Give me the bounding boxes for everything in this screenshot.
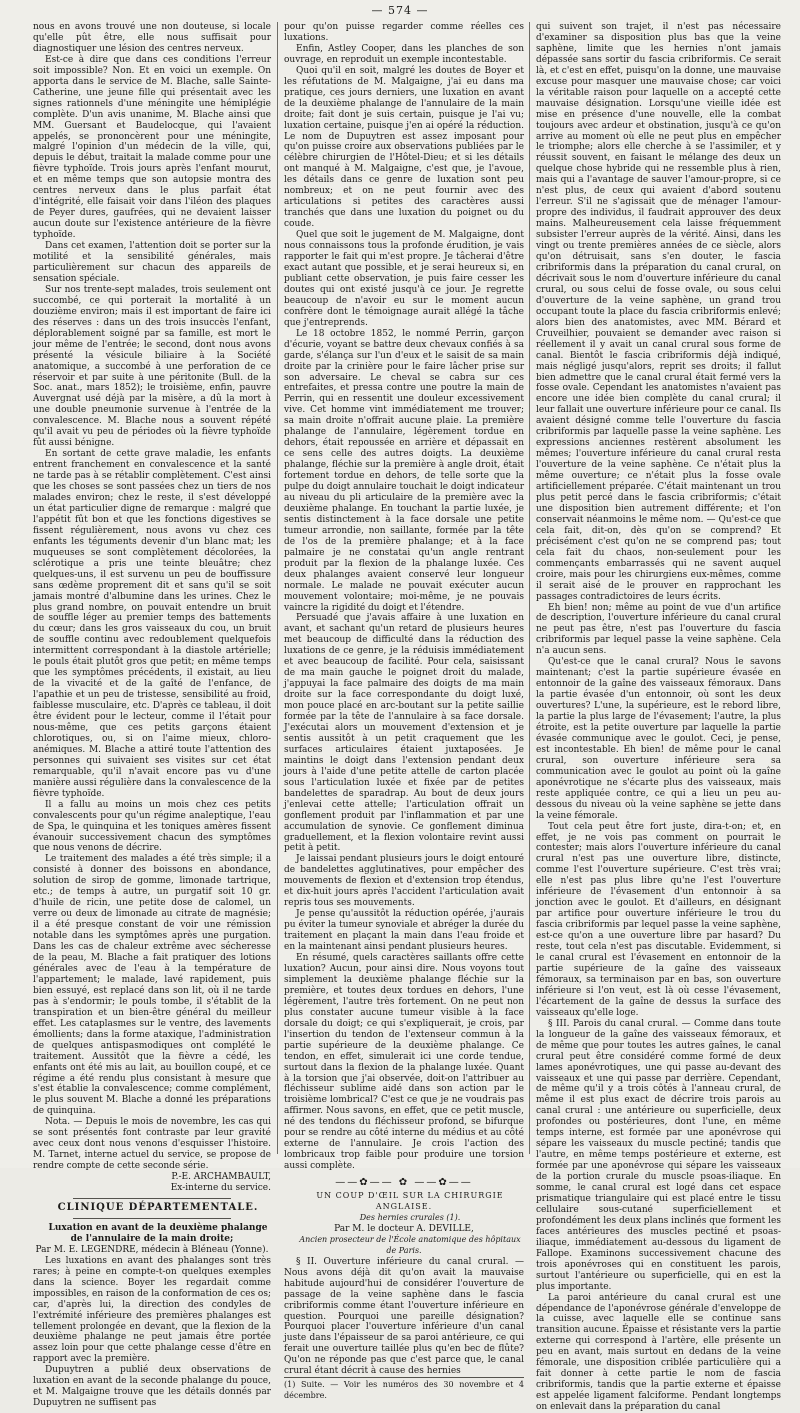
article-title: Luxation en avant de la deuxième phalange de l'annulaire de la main droite; bbox=[48, 1222, 268, 1244]
column-rule bbox=[277, 22, 278, 1154]
footnote: (1) Suite. — Voir les numéros des 30 novembre et 4 décembre. bbox=[284, 1377, 524, 1402]
ornament-divider: ——✿—— ✿ ——✿—— bbox=[335, 1177, 473, 1189]
divider bbox=[73, 1218, 231, 1219]
paragraph: La paroi antérieure du canal crural est une dépendance de l'aponévrose générale d'enveloppe de la cuisse, avec laquelle elle se continue sans transition aucune. Épaisse et résistante vers la partie externe qui correspond à l'artère, elle présente un peu en avant, mais surtout en dedans de la veine fémorale, une disposition criblée particulière qui a fait donner à cette partie le nom de fascia cribriformis, tandis que la partie externe et épaisse est appelée ligament falciforme. Pendant longtemps on enlevait dans la préparation du canal bbox=[536, 1292, 781, 1413]
paragraph: nous en avons trouvé une non douteuse, si locale qu'elle pût être, elle nous suffisait pour diagnostiquer une lésion des centres nerveux. bbox=[33, 22, 271, 54]
paragraph: Le traitement des malades a été très simple; il a consisté à donner des boissons en abondance, solution de sirop de gomme, limonade tartrique, etc.; de temps à autre, un purgatif soit 10 gr. d'huile de ricin, une petite dose de calomel, un verre ou deux de limonade au citrate de magnésie; il a été presque constant de voir une rémission notable dans les symptômes après une purgation. Dans les cas de chaleur extrême avec sécheresse de la peau, M. Blache a fait pratiquer des lotions générales avec de l'eau à la température de l'appartement; le malade, lavé rapidement, puis bien essuyé, est replacé dans son lit, où il ne tarde pas à s'endormir; le pouls tombe, il s'établit de la transpiration et un bien-être général du meilleur effet. Les cataplasmes sur le ventre, des lavements émollients; dans la forme ataxique, l'administration de quelques antispasmodiques ont complété le traitement. Aussitôt que la fièvre a cédé, les enfants ont été mis au lait, au bouillon coupé, et ce régime a été rendu plus consistant à mesure que s'est établie la convalescence; comme complément, le plus souvent M. Blache a donné les préparations de quinquina. bbox=[33, 854, 271, 1117]
paragraph: Est-ce à dire que dans ces conditions l'erreur soit impossible? Non. Et en voici un exemple. On apporta dans le service de M. Blache, salle Sainte-Catherine, une jeune fille qui présentait avec les signes rationnels d'une méningite une hémiplégie complète. D'un avis unanime, M. Blache ainsi que MM. Guersant et Baudelocque, qui l'avaient appelés, se prononcèrent pour une méningite, malgré l'opinion d'un médecin de la ville, qui, depuis le début, traitait la malade comme pour une fièvre typhoïde. Trois jours après l'enfant mourut, et en même temps que son autopsie montra des centres nerveux dans le plus parfait état d'intégrité, elle faisait voir dans l'iléon des plaques de Peyer dures, gaufrées, qui ne devaient laisser aucun doute sur l'existence antérieure de la fièvre typhoïde. bbox=[33, 54, 271, 241]
column-3 bbox=[536, 22, 781, 1413]
paragraph: § III. Parois du canal crural. — Comme dans toute la longueur de la gaîne des vaisseaux fémoraux, et de même que pour toutes les autres gaînes, le canal crural peut être considéré comme formé de deux lames aponévrotiques, une qui passe au-devant des vaisseaux et une qui passe par derrière. Cependant, de même qu'il y a trois côtés à l'anneau crural, de même il est plus exact de décrire trois parois au canal crural : une antérieure ou superficielle, deux profondes ou postérieures, dont l'une, en même temps interne, est formée par une aponévrose qui sépare les vaisseaux du muscle pectiné; tandis que l'autre, en même temps postérieure et externe, est formée par une aponévrose qui sépare les vaisseaux de la portion crurale du muscle psoas-iliaque. En somme, le canal crural est logé dans cet espace prismatique triangulaire qui est placé entre le tissu cellulaire sous-cutané superficiellement et profondément les deux plans inclinés que forment les faces antérieures des muscles pectiné et psoas-iliaque, immédiatement au-dessous du ligament de Fallope. Examinons successivement chacune des trois aponévroses qui en constituent les parois, surtout l'antérieure ou superficielle, qui en est la plus importante. bbox=[536, 1018, 781, 1292]
article-subtitle: Des hernies crurales (1). bbox=[359, 1212, 461, 1222]
paragraph: Dans cet examen, l'attention doit se porter sur la motilité et la sensibilité générales, mais particulièrement sur chacun des appareils de sensation spéciale. bbox=[33, 241, 271, 284]
paragraph: En sortant de cette grave maladie, les enfants entrent franchement en convalescence et la santé ne tarde pas à se rétablir complètement. C'est ainsi que les choses se sont passées chez un tiers de nos malades environ; chez le reste, il s'est développé un état particulier digne de remarque : malgré que l'appétit fût bon et que les fonctions digestives se fissent régulièrement, nous avons vu chez ces enfants les téguments devenir d'un blanc mat; les muqueuses se sont complètement décolorées, la sclérotique a pris une teinte bleuâtre; chez quelques-uns, il est survenu un peu de bouffissure sans œdème proprement dit et sans qu'il se soit jamais montré d'albumine dans les urines. Chez le plus grand nombre, on pouvait entendre un bruit de souffle léger au premier temps des battements du cœur; dans les gros vaisseaux du cou, un bruit de souffle continu avec redoublement quelquefois intermittent correspondant à la diastole artérielle; le pouls était plutôt gros que petit; en même temps que les symptômes précédents, il existait, au lieu de la vivacité et de la gaîté de l'enfance, de l'apathie et un peu de tristesse, sensibilité au froid, faiblesse musculaire, etc. D'après ce tableau, il doit être évident pour le lecteur, comme il l'était pour nous-même, que ces petits garçons étaient chlorotiques, ou, si on l'aime mieux, chloro-anémiques. M. Blache a attiré toute l'attention des personnes qui suivaient ses visites sur cet état remarquable, qu'il n'avait encore pas vu d'une manière aussi régulière dans la convalescence de la fièvre typhoïde. bbox=[33, 449, 271, 799]
paragraph: Il a fallu au moins un mois chez ces petits convalescents pour qu'un régime analeptique, l'eau de Spa, le quinquina et les toniques amères fissent évanouir successivement chacun des symptômes que nous venons de décrire. bbox=[33, 799, 271, 854]
paragraph: Enfin, Astley Cooper, dans les planches de son ouvrage, en reproduit un exemple incontestable. bbox=[284, 43, 524, 65]
paragraph: pour qu'on puisse regarder comme réelles ces luxations. bbox=[284, 22, 524, 43]
paragraph: Je laissai pendant plusieurs jours le doigt entouré de bandelettes agglutinatives, pour empêcher des mouvements de flexion et d'extension trop étendus, et dix-huit jours après l'accident l'articulation avait repris tous ses mouvements. bbox=[284, 854, 524, 909]
column-rule bbox=[529, 22, 530, 1154]
page-number: — 574 — bbox=[371, 4, 429, 17]
paragraph: Tout cela peut être fort juste, dira-t-on; et, en effet, je ne vois pas comment on pourrait le contester; mais alors l'ouverture inférieure du canal crural n'est pas une ouverture libre, distincte, comme l'est l'ouverture supérieure. C'est très vrai; elle n'est pas plus libre qu'ne l'est l'ouverture inférieure de l'évasement d'un entonnoir à sa jonction avec le goulot. Et d'ailleurs, en désignant par artifice pour ouverture inférieure le trou du fascia cribriformis par lequel passe la veine saphène, est-ce qu'on a une ouverture libre par hasard? Du reste, tout cela n'est pas discutable. Evidemment, si le canal crural est l'évasement en entonnoir de la partie supérieure de la gaîne des vaisseaux fémoraux, sa terminaison par en bas, son ouverture inférieure si l'on veut, est là où cesse l'évasement, l'écartement de la gaîne de dessus la surface des vaisseaux qu'elle loge. bbox=[536, 821, 781, 1018]
paragraph: Le 18 octobre 1852, le nommé Perrin, garçon d'écurie, voyant se battre deux chevaux confiés à sa garde, s'élança sur l'un d'eux et le saisit de sa main droite par la crinière pour le faire lâcher prise sur son adversaire. Le cheval se cabra sur ces entrefaites, et pressa contre une poutre la main de Perrin, qui en ressentit une douleur excessivement vive. Cet homme vint immédiatement me trouver; sa main droite n'offrait aucune plaie. La première phalange de l'annulaire, légèrement tordue en dehors, était repoussée en arrière et dépassait en ce sens celle des autres doigts. La deuxième phalange, fléchie sur la première à angle droit, était fortement tordue en dehors, de telle sorte que la pulpe du doigt annulaire touchait le doigt indicateur au niveau du pli articulaire de la première avec la deuxième phalange. En touchant la partie luxée, je sentis distinctement à la face dorsale une petite tumeur arrondie, non saillante, formée par la tête de l'os de la première phalange; et à la face palmaire je ne constatai qu'un angle rentrant produit par la flexion de la phalange luxée. Ces deux phalanges avaient conservé leur longueur normale. Le malade ne pouvait exécuter aucun mouvement volontaire; moi-même, je ne pouvais vaincre la rigidité du doigt et l'étendre. bbox=[284, 328, 524, 613]
paragraph: Dupuytren a publié deux observations de luxation en avant de la seconde phalange du pouce, et M. Malgaigne trouve que les détails donnés par Dupuytren ne suffisent pas bbox=[33, 1365, 271, 1409]
paragraph: Quel que soit le jugement de M. Malgaigne, dont nous connaissons tous la profonde érudition, je vais rapporter le fait qui m'est propre. Je tâcherai d'être exact autant que possible, et je serai heureux si, en publiant cette observation, je puis faire cesser les doutes qui ont existé jusqu'à ce jour. Je regrette beaucoup de n'avoir eu sur le moment aucun confrère dont le témoignage aurait allégé la tâche que j'entreprends. bbox=[284, 230, 524, 328]
paragraph: qui suivent son trajet, il n'est pas nécessaire d'examiner sa disposition plus bas que la veine saphène, limite que les hernies n'ont jamais dépassée sans sortir du fascia cribriformis. Ce serait là, et c'est en effet, puisqu'on la donne, une mauvaise excuse pour masquer une mauvaise chose; car voici la véritable raison pour laquelle on a accepté cette mauvaise désignation. Lorsqu'une vieille idée est mise en présence d'une nouvelle, elle la combat toujours avec ardeur et obstination, jusqu'à ce qu'on arrive au moment où elle ne peut plus en empêcher le triomphe; alors elle cherche à se l'assimiler, et y réussit souvent, en faisant le mélange des deux un quelque chose hybride qui ne ressemble plus à rien, mais qui a l'avantage de sauver l'amour-propre, si ce n'est plus, de ceux qui avaient d'abord soutenu l'erreur. S'il ne s'agissait que de ménager l'amour-propre des individus, il faudrait approuver des deux mains. Malheureusement cela laisse fréquemment subsister l'erreur auprès de la vérité. Ainsi, dans les vingt ou trente premières années de ce siècle, alors qu'on détruisait, sans s'en douter, le fascia cribriformis dans la préparation du canal crural, on décrivait sous le nom d'ouverture inférieure du canal crural, ou sous celui de fosse ovale, ou sous celui d'ouverture de la veine saphène, un grand trou occupant toute la place du fascia cribriformis enlevé; alors bien des anatomistes, avec MM. Bérard et Cruveilhier, pouvaient se demander avec raison si réellement il y avait un canal crural sous forme de canal. Bientôt le fascia cribriformis déjà indiqué, mais négligé jusqu'alors, reprit ses droits; il fallut bien admettre que le canal crural était fermé vers la fosse ovale. Cependant les anatomistes n'avaient pas encore une idée bien complète du canal crural; il leur fallait une ouverture inférieure pour ce canal. Ils avaient désigné comme telle l'ouverture du fascia cribriformis par laquelle passe la veine saphène. Les expressions anciennes restèrent absolument les mêmes; l'ouverture inférieure du canal crural resta l'ouverture de la veine saphène. Ce n'était plus la même ouverture; ce n'était plus la fosse ovale artificiellement préparée. C'était maintenant un trou plus petit percé dans le fascia cribriformis; c'était une disposition bien autrement différente; et l'on conservait néanmoins le même nom. — Qu'est-ce que cela fait, dit-on, dès qu'on se comprend? Et précisément c'est qu'on ne se comprend pas; tout cela fait du chaos, non-seulement pour les commençants embarrassés qui ne savent auquel croire, mais pour les chirurgiens eux-mêmes, comme il serait aisé de le prouver en rapprochant les passages contradictoires de leurs écrits. bbox=[536, 22, 781, 602]
paragraph: En résumé, quels caractères saillants offre cette luxation? Aucun, pour ainsi dire. Nous voyons tout simplement la deuxième phalange fléchie sur la première, et toutes deux tordues en dehors, l'une légèrement, l'autre très fortement. On ne peut non plus constater aucune tumeur visible à la face dorsale du doigt; ce qui s'expliquerait, je crois, par l'insertion du tendon de l'extenseur commun à la partie supérieure de la deuxième phalange. Ce tendon, en effet, simulerait ici une corde tendue, surtout dans la flexion de la phalange luxée. Quant à la torsion que j'ai observée, doit-on l'attribuer au fléchisseur sublime aidé dans son action par le troisième lombrical? C'est ce que je ne voudrais pas affirmer. Nous savons, en effet, que ce petit muscle, né des tendons du fléchisseur profond, se bifurque pour se rendre au côté interne du médius et au côté externe de l'annulaire. Je crois l'action des lombricaux trop faible pour produire une torsion aussi complète. bbox=[284, 953, 524, 1172]
paragraph: Eh bien! non; même au point de vue d'un artifice de description, l'ouverture inférieure du canal crural ne peut pas être, n'est pas l'ouverture du fascia cribriformis par lequel passe la veine saphène. Cela n'a aucun sens. bbox=[536, 602, 781, 657]
paragraph: § II. Ouverture inférieure du canal crural. — Nous avons déjà dit qu'on avait la mauvaise habitude aujourd'hui de considérer l'ouverture de passage de la veine saphène dans le fascia cribriformis comme étant l'ouverture inférieure en question. Pourquoi une pareille désignation? Pourquoi placer l'ouverture inférieure d'un canal juste dans l'épaisseur de sa paroi antérieure, ce qui ferait une ouverture taillée plus qu'en bec de flûte? Qu'on ne réponde pas que c'est parce que, le canal crural étant décrit à cause des hernies bbox=[284, 1256, 524, 1377]
article-heading: UN COUP D'ŒIL SUR LA CHIRURGIE ANGLAISE. bbox=[316, 1191, 504, 1211]
signature-title: Ex-interne du service. bbox=[170, 1183, 271, 1194]
paragraph: Je pense qu'aussitôt la réduction opérée, j'aurais pu éviter la tumeur synoviale et abréger la durée du traitement en plaçant la main dans l'eau froide et en la maintenant ainsi pendant plusieurs heures. bbox=[284, 909, 524, 953]
signature-name: P.-E. ARCHAMBAULT, bbox=[171, 1172, 271, 1183]
column-1 bbox=[33, 22, 271, 1409]
paragraph: Sur nos trente-sept malades, trois seulement ont succombé, ce qui porterait la mortalité à un douzième environ; mais il est important de faire ici des réserves : dans un des trois insuccès l'enfant, déplorablement soigné par sa famille, est mort le jour même de l'entrée; le second, dont nous avons présenté la vésicule biliaire à la Société anatomique, a succombé à une perforation de ce réservoir et par suite à une péritonite (Bull. de la Soc. anat., mars 1852); le troisième, enfin, pauvre Auvergnat usé déjà par la misère, a dû la mort à une double pneumonie survenue à l'entrée de la convalescence. M. Blache nous a souvent répété qu'il avait vu peu de périodes où la fièvre typhoïde fût aussi bénigne. bbox=[33, 284, 271, 449]
paragraph: Persuadé que j'avais affaire à une luxation en avant, et sachant qu'un retard de plusieurs heures met beaucoup de difficulté dans la réduction des luxations de ce genre, je la réduisis immédiatement et avec beaucoup de facilité. Pour cela, saisissant de ma main gauche le poignet droit du malade, j'appuyai la face palmaire des doigts de ma main droite sur la face correspondante du doigt luxé, mon pouce placé en arc-boutant sur la petite saillie formée par la tête de l'annulaire à sa face dorsale. J'exécutai alors un mouvement d'extension et je sentis aussitôt à un petit craquement que les surfaces articulaires étaient juxtaposées. Je maintins le doigt dans l'extension pendant deux jours à l'aide d'une petite attelle de carton placée sous l'articulation luxée et fixée par de petites bandelettes de sparadrap. Au bout de deux jours j'enlevai cette attelle; l'articulation offrait un gonflement produit par l'inflammation et par une accumulation de synovie. Ce gonflement diminua graduellement, et la flexion volontaire revint aussi petit à petit. bbox=[284, 613, 524, 854]
author-title: Ancien prosecteur de l'École anatomique des hôpitaux de Paris. bbox=[299, 1234, 521, 1255]
divider bbox=[73, 1198, 231, 1199]
paragraph: Qu'est-ce que le canal crural? Nous le savons maintenant; c'est la partie supérieure évasée en entonnoir de la gaîne des vaisseaux fémoraux. Dans la partie évasée d'un entonnoir, où sont les deux ouvertures? L'une, la supérieure, est le rebord libre, la partie la plus large de l'évasement; l'autre, la plus étroite, est la petite ouverture par laquelle la partie évasée communique avec le goulot. Ceci, je pense, est incontestable. Eh bien! de même pour le canal crural, son ouverture inférieure sera sa communication avec le goulot au point où la gaîne aponévrotique ne s'écarte plus des vaisseaux, mais reste appliquée contre, ce qui a lieu un peu au-dessous du niveau où la veine saphène se jette dans la veine fémorale. bbox=[536, 657, 781, 821]
article-byline: Par M. E. LEGENDRE, médecin à Bléneau (Yonne). bbox=[35, 1244, 269, 1255]
section-title: CLINIQUE DÉPARTEMENTALE. bbox=[57, 1201, 259, 1213]
paragraph: Les luxations en avant des phalanges sont très rares; à peine en compte-t-on quelques exemples dans la science. Boyer les regardait comme impossibles, en raison de la conformation de ces os; car, d'après lui, la direction des condyles de l'extrémité inférieure des premières phalanges est tellement prolongée en devant, que la flexion de la deuxième phalange ne peut jamais être portée assez loin pour que cette phalange cesse d'être en rapport avec la première. bbox=[33, 1255, 271, 1365]
paragraph: Quoi qu'il en soit, malgré les doutes de Boyer et les réfutations de M. Malgaigne, j'ai eu dans ma pratique, ces jours derniers, une luxation en avant de la deuxième phalange de l'annulaire de la main droite; fait dont je suis certain, puisque je l'ai vu; luxation certaine, puisque j'en ai opéré la réduction. Le nom de Dupuytren est assez imposant pour qu'on puisse croire aux observations publiées par le célèbre chirurgien de l'Hôtel-Dieu; et si les détails ont manqué à M. Malgaigne, c'est que, je l'avoue, les détails dans ce genre de luxation sont peu nombreux; et on ne peut fournir avec des articulations si petites des caractères aussi tranchés que dans une luxation du poignet ou du coude. bbox=[284, 65, 524, 230]
column-2 bbox=[284, 22, 524, 1401]
article-byline: Par M. le docteur A. DEVILLE, bbox=[334, 1223, 474, 1234]
note-paragraph: Nota. — Depuis le mois de novembre, les cas qui se sont présentés font contraste par leur gravité avec ceux dont nous venons d'esquisser l'histoire. M. Tarnet, interne actuel du service, se propose de rendre compte de cette seconde série. bbox=[33, 1117, 271, 1172]
